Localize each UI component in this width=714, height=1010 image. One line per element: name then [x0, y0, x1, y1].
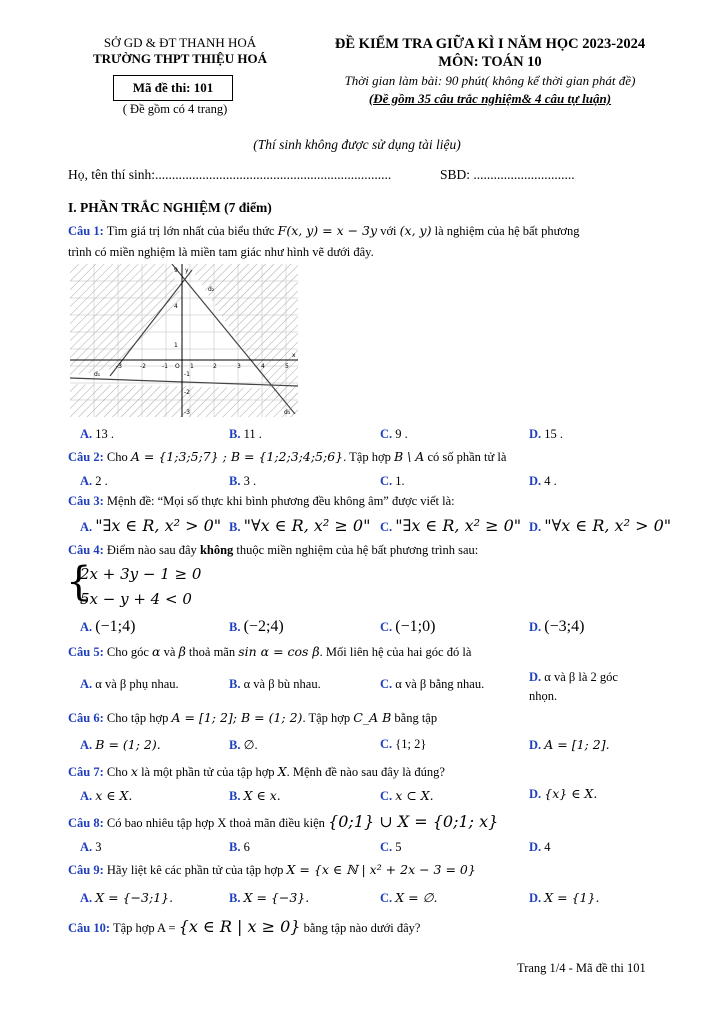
system-line-1: 2x + 3y − 1 ≥ 0: [80, 565, 202, 583]
option-a[interactable]: A. 3: [80, 840, 102, 854]
option-b[interactable]: B. 6: [229, 840, 250, 854]
time-note: Thời gian làm bài: 90 phút( không kể thời gian phát đề): [344, 73, 636, 88]
option-c[interactable]: C. (−1;0): [380, 618, 436, 635]
question-label: Câu 1:: [68, 224, 104, 238]
option-c[interactable]: C. {1; 2}: [380, 737, 427, 751]
option-b[interactable]: B. 11 .: [229, 427, 262, 441]
department-name: SỞ GD & ĐT THANH HOÁ: [103, 35, 257, 50]
option-d[interactable]: D. A = [1; 2].: [529, 737, 610, 752]
question-2: Câu 2: Cho A = {1;3;5;7} ; B = {1;2;3;4;5;6}. Tập hợp B \ A có số phần tử là: [68, 449, 507, 464]
option-a[interactable]: A. "∃x ∈ R, x² > 0": [80, 516, 222, 535]
subject-title: MÔN: TOÁN 10: [438, 54, 542, 70]
structure-note: (Đề gồm 35 câu trắc nghiệm& 4 câu tự luận): [368, 91, 612, 106]
option-a[interactable]: A. x ∈ X.: [80, 788, 133, 803]
question-9: Câu 9: Hãy liệt kê các phần tử của tập hợp X = {x ∈ ℕ | x² + 2x − 3 = 0}: [68, 862, 476, 877]
option-d[interactable]: D. 4 .: [529, 474, 557, 488]
question-1: [68, 223, 658, 239]
option-b[interactable]: B. "∀x ∈ R, x² ≥ 0": [229, 516, 371, 535]
y-tick-4: 4: [174, 303, 178, 310]
question-text: là nghiệm của hệ bất phương: [434, 224, 580, 238]
option-a[interactable]: A. (−1;4): [80, 618, 136, 635]
question-1-line2: trình có miền nghiệm là miền tam giác như hình vẽ dưới đây.: [68, 245, 374, 259]
option-c[interactable]: C. X = ∅.: [380, 890, 438, 905]
x-axis-label: x: [292, 352, 296, 359]
option-a[interactable]: A. B = (1; 2).: [80, 737, 161, 752]
y-axis-label: y: [185, 267, 189, 274]
question-text: Tìm giá trị lớn nhất của biểu thức: [106, 224, 275, 238]
option-a[interactable]: A. 13 .: [80, 427, 115, 441]
x-tick: 4: [261, 363, 265, 370]
question-8: Câu 8: Có bao nhiêu tập hợp X thoả mãn điều kiện {0;1} ∪ X = {0;1; x}: [68, 812, 499, 831]
school-name: TRƯỜNG THPT THIỆU HOÁ: [93, 51, 267, 66]
inequality-graph: [70, 264, 298, 417]
option-c[interactable]: C. α và β bằng nhau.: [380, 677, 485, 691]
question-text: với: [380, 224, 397, 238]
pages-note: ( Đề gồm có 4 trang): [122, 102, 228, 116]
question-10: Câu 10: Tập hợp A = {x ∈ R | x ≥ 0} bằng tập nào dưới đây?: [68, 917, 421, 936]
option-d[interactable]: D. {x} ∈ X.: [529, 786, 598, 801]
x-tick: 3: [237, 363, 241, 370]
option-a[interactable]: A. 2 .: [80, 474, 108, 488]
option-d[interactable]: D. 4: [529, 840, 551, 854]
y-tick-1: 1: [174, 342, 178, 349]
option-b[interactable]: B. ∅.: [229, 738, 258, 752]
x-tick: -2: [140, 363, 146, 370]
x-tick: -3: [116, 363, 122, 370]
page-footer: Trang 1/4 - Mã đề thi 101: [517, 961, 646, 975]
section-title: I. PHẦN TRẮC NGHIỆM (7 điểm): [68, 200, 272, 215]
option-d[interactable]: D. 15 .: [529, 427, 564, 441]
option-b[interactable]: B. (−2;4): [229, 618, 284, 635]
line-label-d2: d₂: [208, 286, 215, 293]
system-line-2: 5x − y + 4 < 0: [80, 590, 192, 608]
question-4: Câu 4: Điểm nào sau đây không thuộc miền nghiệm của hệ bất phương trình sau:: [68, 543, 479, 557]
option-c[interactable]: C. 9 .: [380, 427, 408, 441]
system-brace: {: [66, 559, 92, 605]
option-d[interactable]: D. X = {1}.: [529, 890, 600, 905]
sbd-line: SBD: ..............................: [440, 167, 575, 182]
option-b[interactable]: B. α và β bù nhau.: [229, 677, 321, 691]
option-d[interactable]: D. α và β là 2 góc nhọn.: [529, 670, 618, 703]
question-5: Câu 5: Cho góc α và β thoả mãn sin α = cos β. Mối liên hệ của hai góc đó là: [68, 644, 472, 659]
option-b[interactable]: B. X ∈ x.: [229, 788, 281, 803]
option-d[interactable]: D. "∀x ∈ R, x² > 0": [529, 516, 672, 535]
option-c[interactable]: C. "∃x ∈ R, x² ≥ 0": [380, 516, 522, 535]
option-a[interactable]: A. X = {−3;1}.: [80, 890, 174, 905]
math-expr: (x, y): [399, 223, 432, 238]
y-tick-neg2: -2: [184, 389, 190, 396]
option-a[interactable]: A. α và β phụ nhau.: [80, 677, 179, 691]
math-expr: F(x, y) = x − 3y: [277, 223, 378, 238]
option-c[interactable]: C. 1.: [380, 474, 405, 488]
line-label-d3: d₃: [284, 409, 291, 416]
candidate-name-line: Họ, tên thí sinh:......................................................................: [68, 167, 392, 182]
y-tick-neg1: -1: [184, 371, 190, 378]
exam-code-box: Mã đề thi: 101: [113, 75, 233, 101]
option-c[interactable]: C. x ⊂ X.: [380, 788, 434, 803]
question-7: Câu 7: Cho x là một phần tử của tập hợp X. Mệnh đề nào sau đây là đúng?: [68, 764, 445, 779]
exam-title: ĐỀ KIỂM TRA GIỮA KÌ I NĂM HỌC 2023-2024: [334, 36, 646, 52]
question-3: Câu 3: Mệnh đề: “Mọi số thực khi bình phương đều không âm” được viết là:: [68, 494, 455, 508]
option-c[interactable]: C. 5: [380, 840, 402, 854]
x-tick: 5: [285, 363, 289, 370]
y-tick-neg3: -3: [184, 409, 190, 416]
line-label-d1: d₁: [94, 371, 101, 378]
question-6: Câu 6: Cho tập hợp A = [1; 2]; B = (1; 2). Tập hợp C_A B bằng tập: [68, 710, 438, 725]
x-tick: 1: [190, 363, 194, 370]
no-materials-note: (Thí sinh không được sử dụng tài liệu): [253, 137, 461, 152]
y-tick-9: 9: [174, 267, 178, 274]
option-b[interactable]: B. X = {−3}.: [229, 890, 310, 905]
x-tick: 2: [213, 363, 217, 370]
x-tick: -1: [162, 363, 168, 370]
option-b[interactable]: B. 3 .: [229, 474, 257, 488]
origin-label: O: [175, 363, 180, 370]
option-d[interactable]: D. (−3;4): [529, 618, 585, 635]
